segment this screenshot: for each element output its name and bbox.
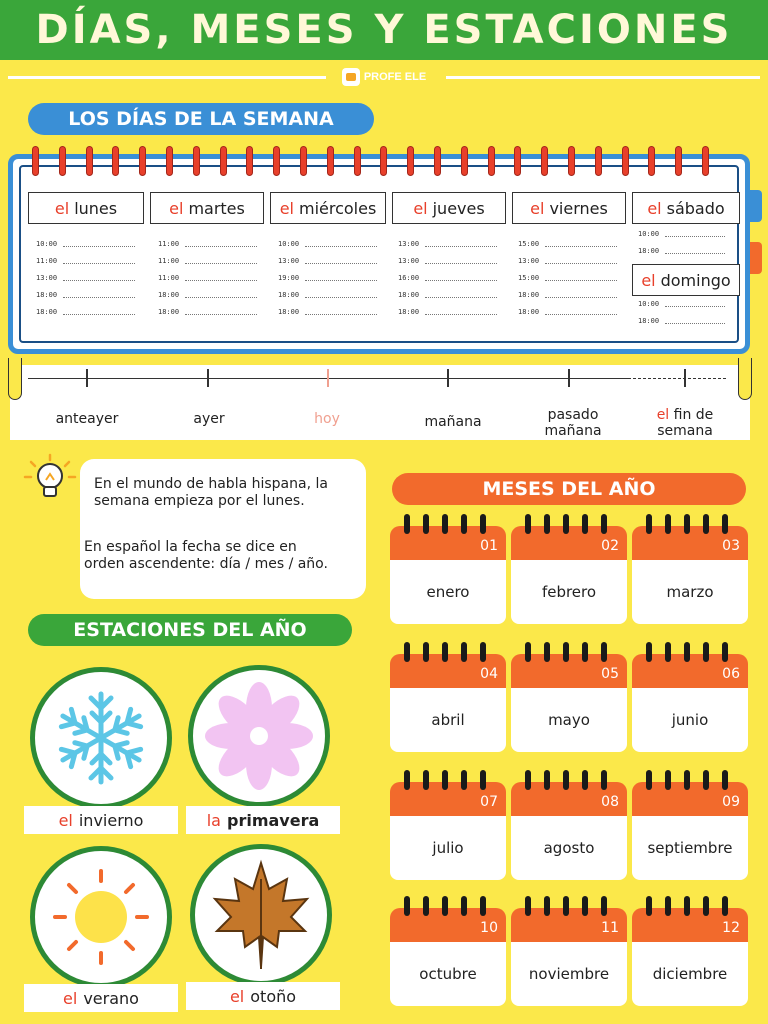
scroll-roll-left <box>8 358 22 400</box>
calendar-ring <box>582 642 588 662</box>
article-label: el <box>413 198 428 218</box>
planner-ring <box>407 146 414 176</box>
calendar-ring <box>601 642 607 662</box>
planner-ring <box>193 146 200 176</box>
article-label: el <box>169 198 184 218</box>
calendar-rings <box>404 896 494 918</box>
month-calendar <box>390 770 506 880</box>
month-name: enero <box>390 560 506 624</box>
planner-ring <box>220 146 227 176</box>
divider-left <box>8 76 326 79</box>
brand-name: PROFE ELE <box>363 71 427 83</box>
planner-ring <box>273 146 280 176</box>
snowflake-icon <box>35 672 167 804</box>
calendar-ring <box>544 642 550 662</box>
planner-ring <box>166 146 173 176</box>
day-name: domingo <box>660 270 731 290</box>
calendar-ring <box>544 896 550 916</box>
season-name: invierno <box>78 810 144 830</box>
calendar-ring <box>563 896 569 916</box>
times-jueves: 13:00 13:00 16:00 18:00 18:00 <box>398 236 497 321</box>
calendar-ring <box>480 642 486 662</box>
month-number: 07 <box>480 794 498 810</box>
season-label-verano <box>24 984 178 1012</box>
season-label-primavera <box>186 806 340 834</box>
timeline-label-manana: mañana <box>424 414 482 430</box>
planner-ring <box>622 146 629 176</box>
calendar-ring <box>442 514 448 534</box>
calendar-rings <box>646 770 736 792</box>
section-title-days: LOS DÍAS DE LA SEMANA <box>28 103 374 135</box>
info-bubble <box>80 459 366 599</box>
month-number: 01 <box>480 538 498 554</box>
month-number: 12 <box>722 920 740 936</box>
planner-ring <box>702 146 709 176</box>
calendar-ring <box>665 896 671 916</box>
calendar-ring <box>525 642 531 662</box>
times-martes: 11:00 11:00 11:00 18:00 18:00 <box>158 236 257 321</box>
month-calendar <box>632 770 748 880</box>
month-calendar <box>511 642 627 752</box>
calendar-ring <box>461 770 467 790</box>
article-label: el <box>229 986 245 1006</box>
month-number: 10 <box>480 920 498 936</box>
calendar-ring <box>582 514 588 534</box>
month-number: 04 <box>480 666 498 682</box>
times-lunes: 10:00 11:00 13:00 18:00 18:00 <box>36 236 135 321</box>
season-circle-otono <box>190 844 332 986</box>
planner-ring <box>59 146 66 176</box>
month-name: julio <box>390 816 506 880</box>
month-calendar <box>632 642 748 752</box>
calendar-ring <box>646 896 652 916</box>
calendar-ring <box>722 896 728 916</box>
month-calendar <box>511 514 627 624</box>
calendar-ring <box>442 642 448 662</box>
timeline-tick <box>568 369 570 387</box>
month-name: marzo <box>632 560 748 624</box>
calendar-ring <box>665 770 671 790</box>
day-label-lunes <box>28 192 144 224</box>
timeline-label-fin-de-semana <box>630 407 740 439</box>
calendar-ring <box>684 896 690 916</box>
info-text-week: En el mundo de habla hispana, la semana empieza por el lunes. <box>94 476 328 509</box>
day-name: miércoles <box>298 198 377 218</box>
article-label: el <box>54 198 70 218</box>
calendar-rings <box>646 642 736 664</box>
planner-ring <box>354 146 361 176</box>
timeline-tick <box>684 369 686 387</box>
day-name: viernes <box>549 198 608 218</box>
calendar-ring <box>722 770 728 790</box>
month-number: 05 <box>601 666 619 682</box>
planner-ring <box>246 146 253 176</box>
planner-ring <box>461 146 468 176</box>
month-calendar <box>511 896 627 1006</box>
planner-ring <box>541 146 548 176</box>
planner-ring <box>595 146 602 176</box>
section-title-seasons: ESTACIONES DEL AÑO <box>28 614 352 646</box>
season-name: verano <box>83 988 139 1008</box>
month-name: febrero <box>511 560 627 624</box>
calendar-ring <box>563 642 569 662</box>
timeline-label-ayer: ayer <box>193 411 225 427</box>
calendar-ring <box>722 642 728 662</box>
calendar-rings <box>404 770 494 792</box>
month-calendar <box>390 896 506 1006</box>
calendar-ring <box>404 642 410 662</box>
calendar-ring <box>404 514 410 534</box>
calendar-rings <box>404 514 494 536</box>
calendar-rings <box>525 514 615 536</box>
season-circle-primavera <box>188 665 330 807</box>
month-calendar <box>632 896 748 1006</box>
month-calendar <box>390 642 506 752</box>
calendar-ring <box>601 514 607 534</box>
day-name: martes <box>188 198 245 218</box>
article-label: el <box>530 198 545 218</box>
calendar-ring <box>684 642 690 662</box>
calendar-ring <box>442 896 448 916</box>
scroll-roll-right <box>738 358 752 400</box>
calendar-ring <box>563 770 569 790</box>
day-label-martes <box>150 192 264 224</box>
month-name: agosto <box>511 816 627 880</box>
calendar-ring <box>703 770 709 790</box>
calendar-ring <box>461 514 467 534</box>
timeline-label-fin-de-semana-text: el fin de semana <box>656 407 714 439</box>
day-label-viernes <box>512 192 626 224</box>
timeline-tick-today <box>327 369 329 387</box>
article-label: el <box>58 810 73 830</box>
calendar-rings <box>525 896 615 918</box>
month-name: abril <box>390 688 506 752</box>
calendar-ring <box>480 896 486 916</box>
calendar-ring <box>722 514 728 534</box>
section-title-months: MESES DEL AÑO <box>392 473 746 505</box>
month-number: 03 <box>722 538 740 554</box>
month-name: diciembre <box>632 942 748 1006</box>
day-name: jueves <box>432 198 485 218</box>
calendar-ring <box>480 770 486 790</box>
page-header <box>0 0 768 60</box>
calendar-ring <box>525 770 531 790</box>
season-name: primavera <box>226 810 320 830</box>
calendar-ring <box>684 770 690 790</box>
planner-ring <box>514 146 521 176</box>
planner-rings <box>32 146 742 180</box>
planner-ring <box>327 146 334 176</box>
month-name: noviembre <box>511 942 627 1006</box>
calendar-ring <box>442 770 448 790</box>
calendar-ring <box>563 514 569 534</box>
calendar-ring <box>423 514 429 534</box>
calendar-ring <box>525 896 531 916</box>
timeline-label-hoy: hoy <box>314 411 340 427</box>
brand-logo <box>342 68 426 86</box>
calendar-ring <box>423 896 429 916</box>
month-calendar <box>511 770 627 880</box>
article-label: el <box>279 198 294 218</box>
timeline-label-pasado-manana: pasado mañana <box>544 407 602 439</box>
calendar-ring <box>423 770 429 790</box>
calendar-rings <box>404 642 494 664</box>
sun-icon <box>35 851 167 983</box>
leaf-icon <box>195 849 327 981</box>
day-label-domingo <box>632 264 740 296</box>
month-name: septiembre <box>632 816 748 880</box>
article-label: el <box>641 270 656 290</box>
page-title: DÍAS, MESES Y ESTACIONES <box>35 7 733 53</box>
planner-ring <box>488 146 495 176</box>
timeline-tick <box>86 369 88 387</box>
times-miercoles: 10:00 13:00 19:00 18:00 18:00 <box>278 236 377 321</box>
day-label-jueves <box>392 192 506 224</box>
calendar-ring <box>461 642 467 662</box>
flower-icon <box>193 670 325 802</box>
month-number: 09 <box>722 794 740 810</box>
calendar-ring <box>646 770 652 790</box>
day-name: sábado <box>666 198 725 218</box>
planner-ring <box>568 146 575 176</box>
day-label-miercoles <box>270 192 386 224</box>
calendar-ring <box>544 514 550 534</box>
article-label: el <box>647 198 662 218</box>
planner-ring <box>32 146 39 176</box>
season-label-invierno <box>24 806 178 834</box>
month-calendar <box>390 514 506 624</box>
calendar-ring <box>703 642 709 662</box>
calendar-rings <box>646 514 736 536</box>
lightbulb-icon <box>22 452 78 508</box>
season-circle-invierno <box>30 667 172 809</box>
planner-tab-orange <box>750 242 762 274</box>
calendar-rings <box>646 896 736 918</box>
calendar-rings <box>525 770 615 792</box>
month-number: 02 <box>601 538 619 554</box>
divider-right <box>446 76 760 79</box>
planner-ring <box>434 146 441 176</box>
brand-bar <box>0 60 768 94</box>
season-name: otoño <box>250 986 297 1006</box>
month-name: junio <box>632 688 748 752</box>
month-calendar <box>632 514 748 624</box>
timeline-tick <box>207 369 209 387</box>
brand-icon <box>342 68 360 86</box>
calendar-ring <box>703 896 709 916</box>
month-number: 06 <box>722 666 740 682</box>
month-name: octubre <box>390 942 506 1006</box>
calendar-ring <box>703 514 709 534</box>
calendar-ring <box>646 642 652 662</box>
planner-ring <box>86 146 93 176</box>
timeline-label-anteayer: anteayer <box>55 411 119 427</box>
info-text-date: En español la fecha se dice en orden ascendente: día / mes / año. <box>84 539 328 572</box>
calendar-ring <box>684 514 690 534</box>
planner-ring <box>648 146 655 176</box>
month-number: 11 <box>601 920 619 936</box>
day-name: lunes <box>74 198 118 218</box>
calendar-ring <box>601 770 607 790</box>
planner-ring <box>139 146 146 176</box>
calendar-ring <box>461 896 467 916</box>
calendar-ring <box>544 770 550 790</box>
month-name: mayo <box>511 688 627 752</box>
planner-ring <box>112 146 119 176</box>
month-number: 08 <box>601 794 619 810</box>
calendar-ring <box>582 896 588 916</box>
calendar-ring <box>423 642 429 662</box>
timeline-tick <box>447 369 449 387</box>
article-label: la <box>206 810 221 830</box>
calendar-ring <box>404 770 410 790</box>
times-domingo: 10:00 18:00 <box>638 296 725 330</box>
calendar-ring <box>601 896 607 916</box>
calendar-ring <box>582 770 588 790</box>
calendar-rings <box>525 642 615 664</box>
planner-tab-blue <box>750 190 762 222</box>
times-sabado: 10:00 18:00 <box>638 226 725 260</box>
calendar-ring <box>404 896 410 916</box>
article-label: el <box>63 988 78 1008</box>
calendar-ring <box>480 514 486 534</box>
season-circle-verano <box>30 846 172 988</box>
calendar-ring <box>665 642 671 662</box>
day-label-sabado <box>632 192 740 224</box>
calendar-ring <box>525 514 531 534</box>
times-viernes: 15:00 13:00 15:00 18:00 18:00 <box>518 236 617 321</box>
timeline-axis-weekend <box>628 378 726 379</box>
planner-ring <box>300 146 307 176</box>
season-label-otono <box>186 982 340 1010</box>
calendar-ring <box>646 514 652 534</box>
planner-ring <box>675 146 682 176</box>
planner-ring <box>380 146 387 176</box>
calendar-ring <box>665 514 671 534</box>
